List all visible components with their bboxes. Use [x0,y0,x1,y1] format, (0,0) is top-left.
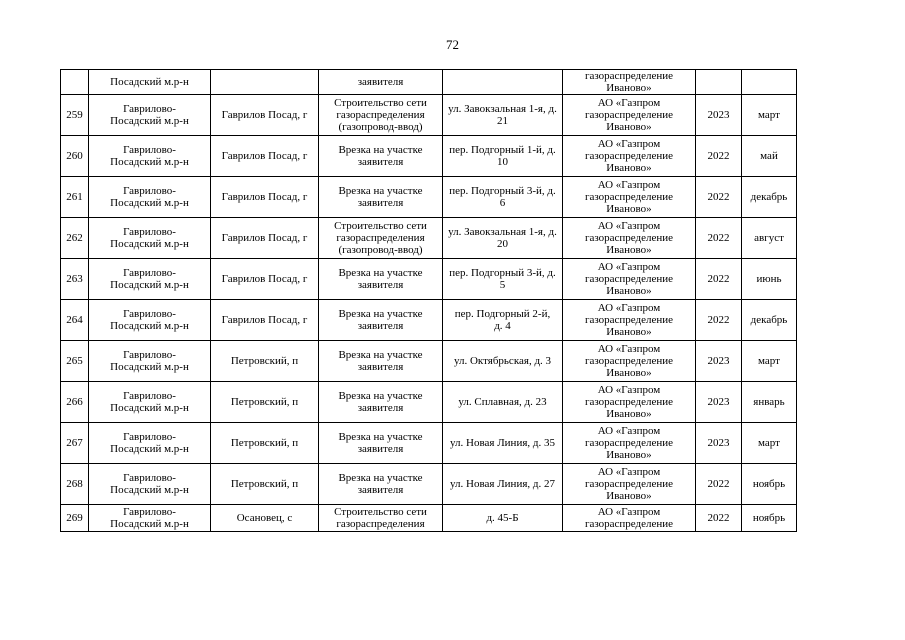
cell-month: ноябрь [742,505,797,532]
cell-organization [563,505,696,532]
cell-organization-line: АО «Газпром [597,466,661,478]
cell-work-type [319,300,443,341]
cell-month: март [742,423,797,464]
cell-settlement-line: Гаврилов Посад, г [221,109,308,121]
cell-work-type-line: Врезка на участке [338,431,423,443]
cell-organization-line: газораспределение [584,437,674,449]
cell-year: 2023 [696,423,742,464]
cell-district [89,259,211,300]
cell-district-line: Гаврилово- [123,506,176,518]
cell-work-type-line: газораспределения [336,109,425,121]
cell-settlement-line: Гаврилов Посад, г [221,314,308,326]
cell-address [443,177,563,218]
cell-organization-line: Иваново» [606,121,652,133]
cell-organization-line: АО «Газпром [597,425,661,437]
cell-address [443,259,563,300]
cell-work-type-line: (газопровод-ввод) [338,244,423,256]
cell-number: 269 [61,505,89,532]
cell-settlement [211,218,319,259]
cell-work-type-line: газораспределения [336,232,425,244]
cell-month: март [742,95,797,136]
cell-district-line: Посадский м.р-н [110,484,189,496]
cell-settlement [211,136,319,177]
cell-work-type-line: Строительство сети [334,220,427,232]
cell-work-type [319,423,443,464]
cell-month: июнь [742,259,797,300]
gas-works-table [60,69,797,532]
cell-settlement [211,300,319,341]
cell-organization-line: АО «Газпром [597,343,661,355]
cell-year: 2022 [696,300,742,341]
cell-address [443,505,563,532]
table-row [61,341,797,382]
cell-address [443,382,563,423]
cell-address [443,218,563,259]
cell-organization-line: АО «Газпром [597,302,661,314]
cell-address-line: ул. Октябрьская, д. 3 [453,355,552,367]
cell-work-type-line: заявителя [357,443,404,455]
cell-district [89,218,211,259]
cell-address-line: 6 [499,197,506,209]
cell-year: 2022 [696,505,742,532]
cell-address-line: ул. Завокзальная 1-я, д. [448,226,557,238]
cell-work-type-line: заявителя [357,76,404,88]
cell-district-line: Гаврилово- [123,185,176,197]
cell-settlement [211,177,319,218]
cell-organization-line: АО «Газпром [597,138,661,150]
cell-organization-line: Иваново» [606,449,652,461]
cell-district-line: Гаврилово- [123,472,176,484]
table-row [61,505,797,532]
cell-organization [563,177,696,218]
cell-district-line: Гаврилово- [123,390,176,402]
cell-number: 265 [61,341,89,382]
cell-number: 261 [61,177,89,218]
cell-district-line: Гаврилово- [123,267,176,279]
cell-year: 2023 [696,382,742,423]
cell-organization-line: Иваново» [606,326,652,338]
cell-address [443,423,563,464]
cell-organization-line: газораспределение [584,396,674,408]
cell-work-type-line: Врезка на участке [338,185,423,197]
cell-work-type-line: Врезка на участке [338,308,423,320]
cell-settlement [211,505,319,532]
cell-work-type-line: Строительство сети [334,506,427,518]
table-row [61,300,797,341]
cell-organization-line: Иваново» [606,162,652,174]
cell-settlement-line: Петровский, п [230,355,299,367]
cell-district-line: Гаврилово- [123,103,176,115]
cell-district-line: Посадский м.р-н [110,238,189,250]
cell-settlement-line: Петровский, п [230,396,299,408]
cell-number: 264 [61,300,89,341]
cell-district-line: Посадский м.р-н [110,156,189,168]
cell-organization-line: АО «Газпром [597,97,661,109]
cell-address-line: д. 4 [494,320,511,332]
cell-district-line: Посадский м.р-н [110,76,189,88]
cell-district-line: Гаврилово- [123,349,176,361]
cell-district-line: Гаврилово- [123,308,176,320]
cell-work-type [319,341,443,382]
cell-settlement [211,464,319,505]
cell-district-line: Гаврилово- [123,226,176,238]
cell-district-line: Посадский м.р-н [110,443,189,455]
cell-organization-line: газораспределение [584,70,674,82]
cell-address-line: пер. Подгорный 2-й, [454,308,551,320]
cell-district-line: Посадский м.р-н [110,361,189,373]
cell-organization-line: газораспределение [584,314,674,326]
cell-work-type-line: заявителя [357,320,404,332]
cell-work-type [319,177,443,218]
cell-month: январь [742,382,797,423]
cell-work-type-line: заявителя [357,279,404,291]
cell-number: 268 [61,464,89,505]
cell-month: декабрь [742,300,797,341]
cell-work-type-line: заявителя [357,197,404,209]
cell-work-type-line: заявителя [357,484,404,496]
cell-address [443,341,563,382]
cell-organization-line: Иваново» [606,490,652,502]
cell-year: 2023 [696,341,742,382]
cell-organization [563,423,696,464]
cell-work-type [319,259,443,300]
cell-work-type-line: Врезка на участке [338,472,423,484]
cell-organization-line: Иваново» [606,203,652,215]
cell-address-line: ул. Сплавная, д. 23 [458,396,547,408]
cell-address [443,300,563,341]
cell-organization-line: Иваново» [606,408,652,420]
cell-district [89,70,211,95]
cell-settlement-line: Гаврилов Посад, г [221,232,308,244]
cell-address-line: д. 45-Б [486,512,519,524]
cell-year: 2022 [696,177,742,218]
cell-year [696,70,742,95]
cell-settlement [211,423,319,464]
cell-work-type [319,218,443,259]
cell-district [89,95,211,136]
cell-settlement-line: Гаврилов Посад, г [221,273,308,285]
cell-district [89,382,211,423]
cell-work-type-line: газораспределения [336,518,425,530]
table-row [61,218,797,259]
cell-address [443,95,563,136]
cell-year: 2022 [696,136,742,177]
cell-address-line: пер. Подгорный 1-й, д. [449,144,556,156]
cell-district-line: Посадский м.р-н [110,402,189,414]
cell-settlement [211,259,319,300]
cell-year: 2022 [696,259,742,300]
table-row [61,382,797,423]
cell-address [443,70,563,95]
table-row [61,423,797,464]
cell-organization [563,464,696,505]
cell-address-line: 10 [497,156,508,168]
cell-organization [563,259,696,300]
cell-work-type-line: Строительство сети [334,97,427,109]
cell-organization-line: Иваново» [606,367,652,379]
cell-work-type-line: заявителя [357,361,404,373]
table-row [61,95,797,136]
cell-district-line: Посадский м.р-н [110,115,189,127]
cell-work-type [319,505,443,532]
cell-year: 2022 [696,464,742,505]
cell-organization-line: газораспределение [584,478,674,490]
cell-address [443,464,563,505]
cell-work-type [319,382,443,423]
cell-month: март [742,341,797,382]
cell-address-line: пер. Подгорный 3-й, д. [449,267,556,279]
cell-address-line: пер. Подгорный 3-й, д. [449,185,556,197]
cell-number: 262 [61,218,89,259]
cell-organization-line: газораспределение [584,518,674,530]
cell-district [89,341,211,382]
cell-district-line: Посадский м.р-н [110,320,189,332]
cell-work-type-line: заявителя [357,402,404,414]
cell-district-line: Посадский м.р-н [110,197,189,209]
cell-organization-line: газораспределение [584,232,674,244]
cell-district-line: Посадский м.р-н [110,279,189,291]
table-row [61,70,797,95]
cell-number: 260 [61,136,89,177]
cell-organization-line: АО «Газпром [597,506,661,518]
cell-year: 2023 [696,95,742,136]
cell-organization-line: АО «Газпром [597,179,661,191]
cell-month: август [742,218,797,259]
table-row [61,259,797,300]
cell-organization-line: газораспределение [584,109,674,121]
table-row [61,464,797,505]
cell-district-line: Посадский м.р-н [110,518,189,530]
cell-district-line: Гаврилово- [123,144,176,156]
cell-number: 266 [61,382,89,423]
cell-district [89,136,211,177]
cell-work-type [319,464,443,505]
cell-address-line: ул. Новая Линия, д. 35 [450,437,555,449]
cell-month [742,70,797,95]
cell-settlement-line: Петровский, п [230,437,299,449]
cell-organization [563,341,696,382]
table-row [61,136,797,177]
cell-organization-line: газораспределение [584,273,674,285]
table-body [61,70,797,532]
cell-address-line: 21 [497,115,508,127]
cell-district [89,423,211,464]
cell-organization-line: газораспределение [584,355,674,367]
cell-organization-line: Иваново» [606,244,652,256]
cell-number: 267 [61,423,89,464]
cell-district-line: Гаврилово- [123,431,176,443]
cell-year: 2022 [696,218,742,259]
cell-district [89,300,211,341]
cell-organization [563,136,696,177]
cell-settlement-line: Гаврилов Посад, г [221,191,308,203]
cell-address-line: 20 [497,238,508,250]
page-number: 72 [446,37,459,52]
cell-work-type [319,70,443,95]
cell-organization-line: АО «Газпром [597,220,661,232]
cell-work-type-line: Врезка на участке [338,267,423,279]
cell-organization-line: газораспределение [584,191,674,203]
cell-district [89,464,211,505]
cell-organization-line: АО «Газпром [597,384,661,396]
cell-work-type-line: (газопровод-ввод) [338,121,423,133]
cell-settlement [211,341,319,382]
cell-settlement [211,382,319,423]
cell-organization [563,218,696,259]
cell-work-type-line: Врезка на участке [338,390,423,402]
cell-organization-line: Иваново» [606,82,652,94]
table-row [61,177,797,218]
cell-work-type-line: Врезка на участке [338,144,423,156]
cell-settlement-line: Гаврилов Посад, г [221,150,308,162]
cell-organization-line: газораспределение [584,150,674,162]
cell-work-type-line: заявителя [357,156,404,168]
cell-settlement-line: Петровский, п [230,478,299,490]
cell-address-line: ул. Завокзальная 1-я, д. [448,103,557,115]
cell-settlement-line: Осановец, с [236,512,293,524]
cell-organization-line: Иваново» [606,285,652,297]
cell-address-line: 5 [499,279,506,291]
cell-settlement [211,95,319,136]
cell-month: декабрь [742,177,797,218]
cell-settlement [211,70,319,95]
cell-district [89,505,211,532]
cell-district [89,177,211,218]
cell-number [61,70,89,95]
cell-work-type-line: Врезка на участке [338,349,423,361]
cell-month: ноябрь [742,464,797,505]
cell-number: 263 [61,259,89,300]
cell-work-type [319,95,443,136]
cell-organization [563,70,696,95]
cell-organization-line: АО «Газпром [597,261,661,273]
cell-address-line: ул. Новая Линия, д. 27 [450,478,555,490]
cell-month: май [742,136,797,177]
cell-number: 259 [61,95,89,136]
cell-organization [563,300,696,341]
cell-organization [563,382,696,423]
cell-organization [563,95,696,136]
cell-work-type [319,136,443,177]
cell-address [443,136,563,177]
